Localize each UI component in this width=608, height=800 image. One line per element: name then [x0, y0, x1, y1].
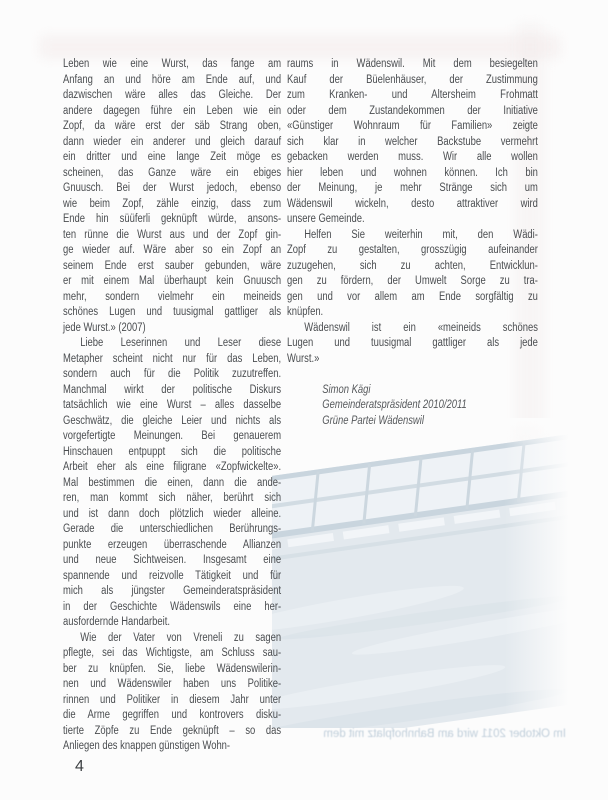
text-line: die Arme gegriffen und kontrovers disku-: [63, 709, 282, 721]
text-line: Zopf, da wäre erst der säb Strang oben,: [63, 120, 282, 132]
signature-party: Grüne Partei Wädenswil: [322, 414, 424, 427]
page-number: 4: [75, 758, 84, 775]
text-line: knüpfen.: [287, 306, 324, 318]
text-line: Metapher scheint nicht nur für das Leben,: [63, 352, 282, 365]
text-line: Leben wie eine Wurst, das fange am: [63, 58, 282, 70]
text-line: zuzugehen, sich zu achten, Entwicklun-: [287, 259, 538, 272]
text-line: ber zu knüpfen. Sie, liebe Wädenswilerin-: [63, 662, 282, 675]
text-line: schönes Lugen und tuusigmal gattliger als: [63, 306, 282, 318]
text-line: mich als jüngster Gemeinderatspräsident: [63, 585, 282, 597]
text-line: hier leben und wohnen können. Ich bin: [287, 166, 538, 179]
text-line: Geschwätz, die gleiche Leier und nichts als: [63, 414, 282, 427]
left-column: [63, 57, 281, 755]
text-line: der Meinung, je mehr Stränge sich um: [287, 182, 538, 194]
text-line: pflegte, sei das Wichtigste, am Schluss sau-: [63, 647, 282, 659]
text-line: gen und vor allem am Ende sorgfältig zu: [287, 290, 538, 303]
right-column-paragraphs: [287, 57, 538, 367]
text-line: Mal bestimmen die einen, dann die ande-: [63, 476, 282, 489]
text-line: Ende hin süüferli geknüpft würde, ansons-: [63, 213, 282, 225]
text-line: Wurst.»: [287, 352, 320, 365]
text-line: Anliegen des knappen günstigen Wohn-: [63, 740, 231, 752]
paragraph: [287, 57, 538, 228]
show-through-caption: Im Oktober 2011 wird am Bahnhofplatz mit dem: [323, 728, 566, 740]
text-line: seinem Ende erst sauber gebunden, wäre: [63, 259, 282, 272]
text-line: vorgefertigte Meinungen. Bei genauerem: [63, 430, 282, 442]
text-line: und ist dann doch plötzlich wieder alleine.: [63, 507, 282, 520]
text-line: Wädenswil wickeln, desto attraktiver wird: [287, 197, 538, 210]
text-line: Gnuusch. Bei der Wurst jedoch, ebenso: [63, 182, 282, 194]
text-line: Helfen Sie weiterhin mit, den Wädi-: [304, 228, 538, 241]
text-line: ein dritter und eine lange Zeit möge es: [63, 151, 282, 163]
text-line: scheinen, das Ganze wäre ein ebiges: [63, 166, 282, 179]
text-line: nen und Wädenswiler haben uns Politike-: [63, 678, 282, 690]
text-line: dazwischen wäre alles das Gleiche. Der: [63, 89, 282, 101]
paragraph: [63, 336, 281, 631]
text-line: gen zu fördern, der Umwelt Sorge zu tra-: [287, 275, 538, 287]
text-line: ausfordernde Handarbeit.: [63, 616, 170, 628]
text-line: raums in Wädenswil. Mit dem besiegelten: [287, 58, 538, 70]
scan-tint-band: [40, 36, 560, 58]
text-line: Wädenswil ist ein «meineids schönes: [304, 321, 538, 334]
text-line: Hinschauen entpuppt sich die politische: [63, 445, 282, 458]
text-line: jede Wurst.» (2007): [63, 321, 146, 334]
text-line: ten rünne die Wurst aus und der Zopf gin-: [63, 228, 282, 241]
text-line: und neue Sichtweisen. Insgesamt eine: [63, 554, 282, 566]
watermark-roof-photo: [272, 418, 572, 728]
text-line: in der Geschichte Wädenswils eine her-: [63, 600, 282, 613]
text-line: ge wieder auf. Wäre aber so ein Zopf an: [63, 244, 282, 256]
paragraph: [287, 321, 538, 368]
text-line: wie beim Zopf, zähle einzig, dass zum: [63, 197, 282, 210]
text-line: Wie der Vater von Vreneli zu sagen: [80, 631, 282, 644]
text-line: «Günstiger Wohnraum für Familien» zeigte: [287, 120, 538, 132]
text-line: unsere Gemeinde.: [287, 213, 365, 225]
text-line: Manchmal wirkt der politische Diskurs: [63, 383, 282, 396]
paragraph: [63, 57, 281, 336]
text-line: gebacken werden muss. Wir alle wollen: [287, 151, 538, 163]
text-line: andere dagegen führe ein Leben wie ein: [63, 104, 282, 117]
text-line: sich klar in welcher Backstube vermehrt: [287, 135, 538, 148]
text-line: oder dem Zustandekommen der Initiative: [287, 104, 538, 117]
text-line: mehr, sondern vielmehr ein meineids: [63, 290, 282, 303]
text-line: Zopf zu gestalten, grosszügig aufeinander: [287, 244, 538, 256]
text-line: spannende und reizvolle Tätigkeit und für: [63, 569, 282, 582]
right-column: [287, 57, 538, 429]
text-line: tatsächlich wie eine Wurst – alles dasselbe: [63, 399, 282, 411]
signature-title: Gemeinderatspräsident 2010/2011: [322, 399, 467, 411]
text-line: rinnen und Politiker in diesem Jahr unter: [63, 693, 282, 706]
text-line: er mit einem Mal überhaupt kein Gnuusch: [63, 275, 282, 287]
text-line: zum Kranken- und Altersheim Frohmatt: [287, 89, 538, 101]
text-line: Lugen und tuusigmal gattliger als jede: [287, 337, 538, 349]
signature-block: [287, 383, 538, 430]
paragraph: [63, 631, 281, 755]
text-line: ren, man kommt sich näher, berührt sich: [63, 492, 282, 504]
text-line: tierte Zöpfe zu Ende geknüpft – so das: [63, 724, 282, 737]
text-line: sondern auch für die Politik zuzutreffen.: [63, 368, 282, 380]
text-line: Liebe Leserinnen und Leser diese: [80, 337, 282, 349]
text-line: punkte erzeugen überraschende Allianzen: [63, 538, 282, 551]
text-line: Arbeit eher als eine filigrane «Zopfwickelte».: [63, 461, 282, 473]
signature-name: Simon Kägi: [322, 383, 371, 396]
text-line: Gerade die unterschiedlichen Berührungs-: [63, 523, 282, 535]
text-line: dann wieder ein anderer und gleich darauf: [63, 135, 282, 148]
text-line: Anfang an und höre am Ende auf, und: [63, 73, 282, 86]
paragraph: [287, 228, 538, 321]
text-line: Kauf der Büelenhäuser, der Zustimmung: [287, 73, 538, 86]
